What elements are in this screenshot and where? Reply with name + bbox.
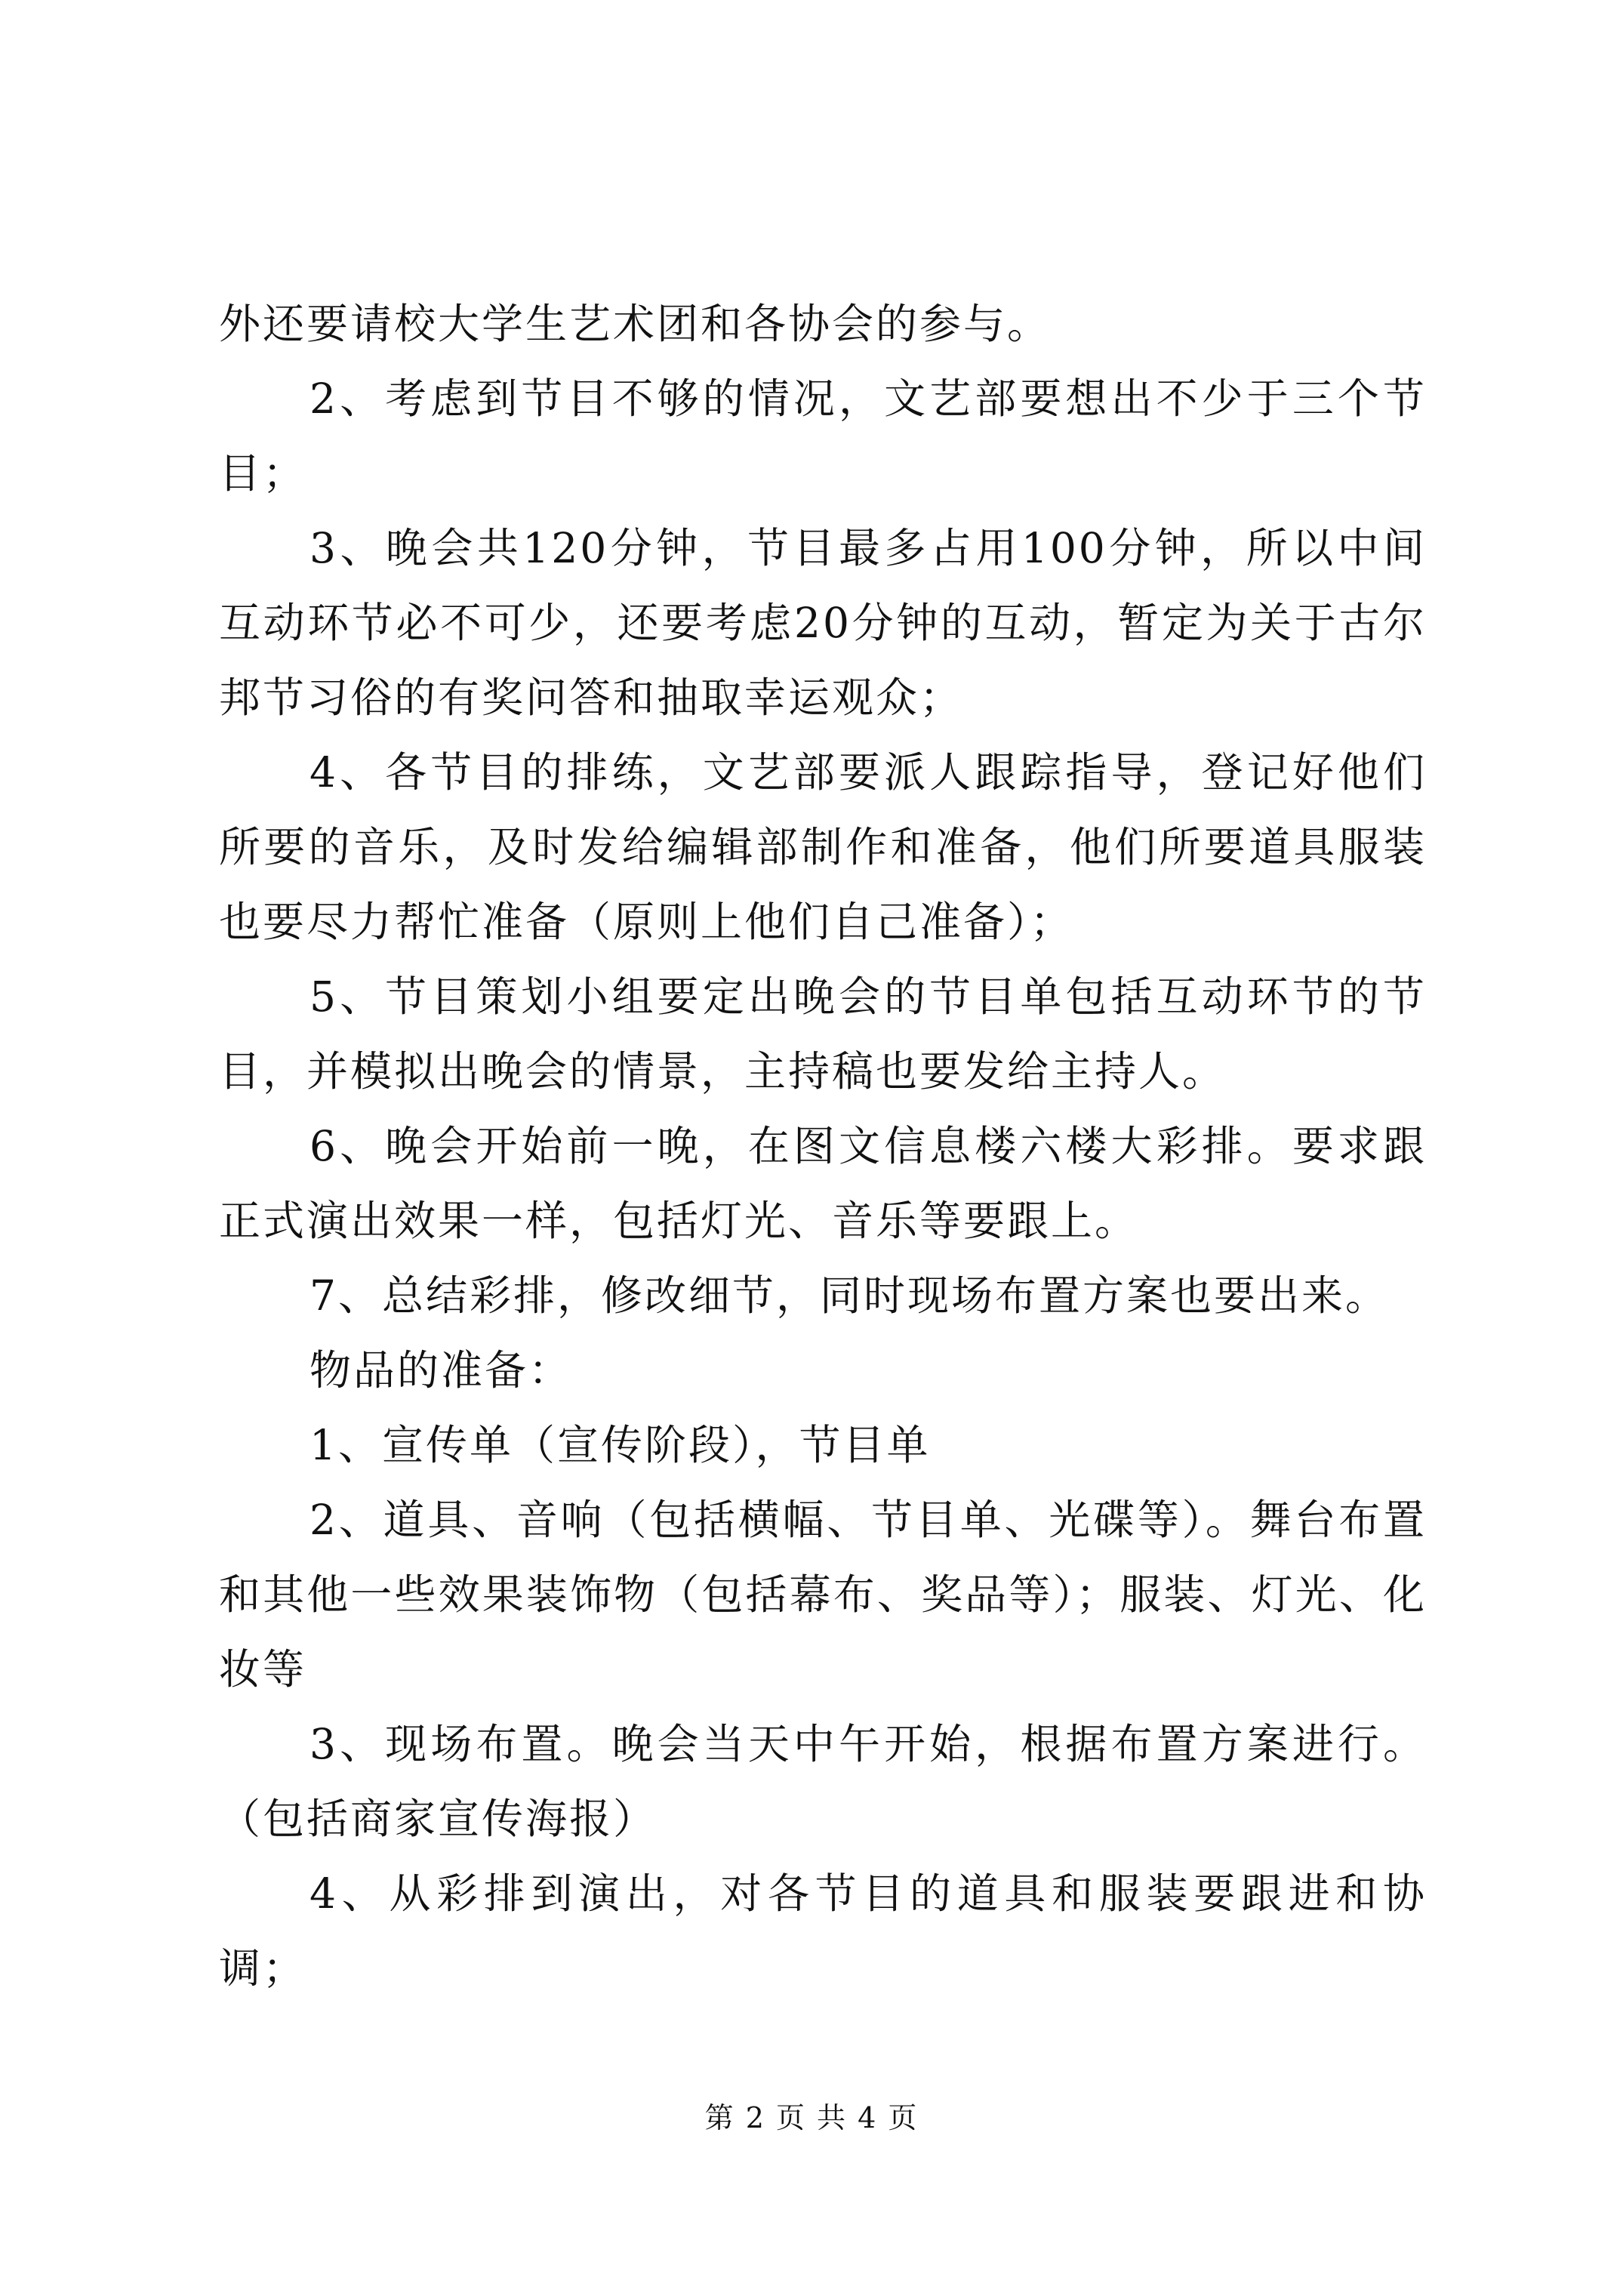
- paragraph-item-6-dress-rehearsal: 6、晚会开始前一晚，在图文信息楼六楼大彩排。要求跟正式演出效果一样，包括灯光、音乐等要跟上。: [219, 1122, 1427, 1245]
- paragraph-item-7-summary: 7、总结彩排，修改细节，同时现场布置方案也要出来。: [310, 1271, 1389, 1320]
- document-body: [219, 287, 1427, 2006]
- paragraph-materials-2: 2、道具、音响（包括横幅、节目单、光碟等）。舞台布置和其他一些效果装饰物（包括幕布、奖品等）；服装、灯光、化妆等: [219, 1496, 1427, 1693]
- paragraph-item-5-program-planning: 5、节目策划小组要定出晚会的节目单包括互动环节的节目，并模拟出晚会的情景，主持稿也要发给主持人。: [219, 972, 1427, 1096]
- paragraph-item-4-rehearsal: 4、各节目的排练，文艺部要派人跟踪指导，登记好他们所要的音乐，及时发给编辑部制作和准备，他们所要道具服装也要尽力帮忙准备（原则上他们自己准备）；: [219, 748, 1427, 946]
- section-heading-materials: 物品的准备：: [310, 1346, 573, 1395]
- paragraph-materials-3: 3、现场布置。晚会当天中午开始，根据布置方案进行。（包括商家宣传海报）: [219, 1720, 1427, 1843]
- paragraph-item-3-duration: 3、晚会共120分钟，节目最多占用100分钟，所以中间互动环节必不可少，还要考虑20分钟的互动，暂定为关于古尔邦节习俗的有奖问答和抽取幸运观众；: [219, 524, 1427, 722]
- page-number-footer: 第 2 页 共 4 页: [704, 2101, 919, 2134]
- paragraph-materials-1: 1、宣传单（宣传阶段），节目单: [310, 1421, 931, 1469]
- paragraph-materials-4: 4、从彩排到演出，对各节目的道具和服装要跟进和协调；: [219, 1869, 1427, 1992]
- paragraph-continuation: 外还要请校大学生艺术团和各协会的参与。: [219, 300, 1052, 348]
- paragraph-item-2-program-shortage: 2、考虑到节目不够的情况，文艺部要想出不少于三个节目；: [219, 374, 1427, 498]
